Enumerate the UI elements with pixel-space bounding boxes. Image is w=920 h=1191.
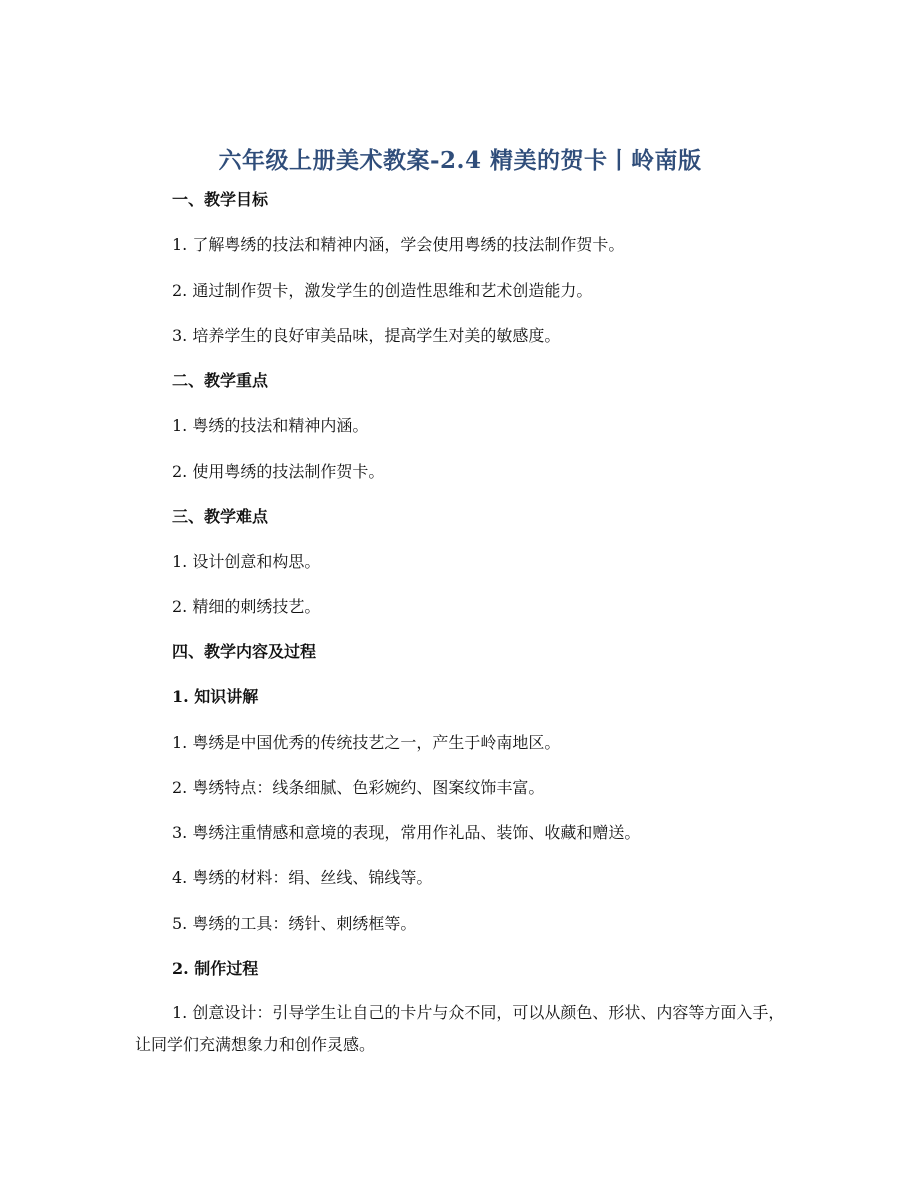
- knowledge-item-1: 1. 粤绣是中国优秀的传统技艺之一，产生于岭南地区。: [172, 733, 561, 752]
- difficulty-item-2: 2. 精细的刺绣技艺。: [172, 597, 321, 616]
- difficulty-item-1: 1. 设计创意和构思。: [172, 552, 321, 571]
- objective-item-1: 1. 了解粤绣的技法和精神内涵，学会使用粤绣的技法制作贺卡。: [172, 235, 625, 254]
- document-title: 六年级上册美术教案-2.4 精美的贺卡丨岭南版: [218, 147, 702, 174]
- section-heading-objectives: 一、教学目标: [172, 190, 269, 209]
- section-heading-key-points: 二、教学重点: [172, 371, 269, 390]
- objective-item-3: 3. 培养学生的良好审美品味，提高学生对美的敏感度。: [172, 326, 561, 345]
- knowledge-item-4: 4. 粤绣的材料：绢、丝线、锦线等。: [172, 868, 433, 887]
- knowledge-item-5: 5. 粤绣的工具：绣针、刺绣框等。: [172, 914, 417, 933]
- subsection-heading-knowledge: 1. 知识讲解: [172, 687, 259, 706]
- objective-item-2: 2. 通过制作贺卡，激发学生的创造性思维和艺术创造能力。: [172, 281, 593, 300]
- key-point-item-1: 1. 粤绣的技法和精神内涵。: [172, 416, 369, 435]
- production-paragraph: 1. 创意设计：引导学生让自己的卡片与众不同，可以从颜色、形状、内容等方面入手，让同学们充满想象力和创作灵感。: [135, 1003, 785, 1054]
- subsection-heading-production: 2. 制作过程: [172, 959, 259, 978]
- key-point-item-2: 2. 使用粤绣的技法制作贺卡。: [172, 462, 385, 481]
- knowledge-item-2: 2. 粤绣特点：线条细腻、色彩婉约、图案纹饰丰富。: [172, 778, 545, 797]
- section-heading-difficulties: 三、教学难点: [172, 507, 269, 526]
- knowledge-item-3: 3. 粤绣注重情感和意境的表现，常用作礼品、装饰、收藏和赠送。: [172, 823, 641, 842]
- section-heading-content-process: 四、教学内容及过程: [172, 642, 317, 661]
